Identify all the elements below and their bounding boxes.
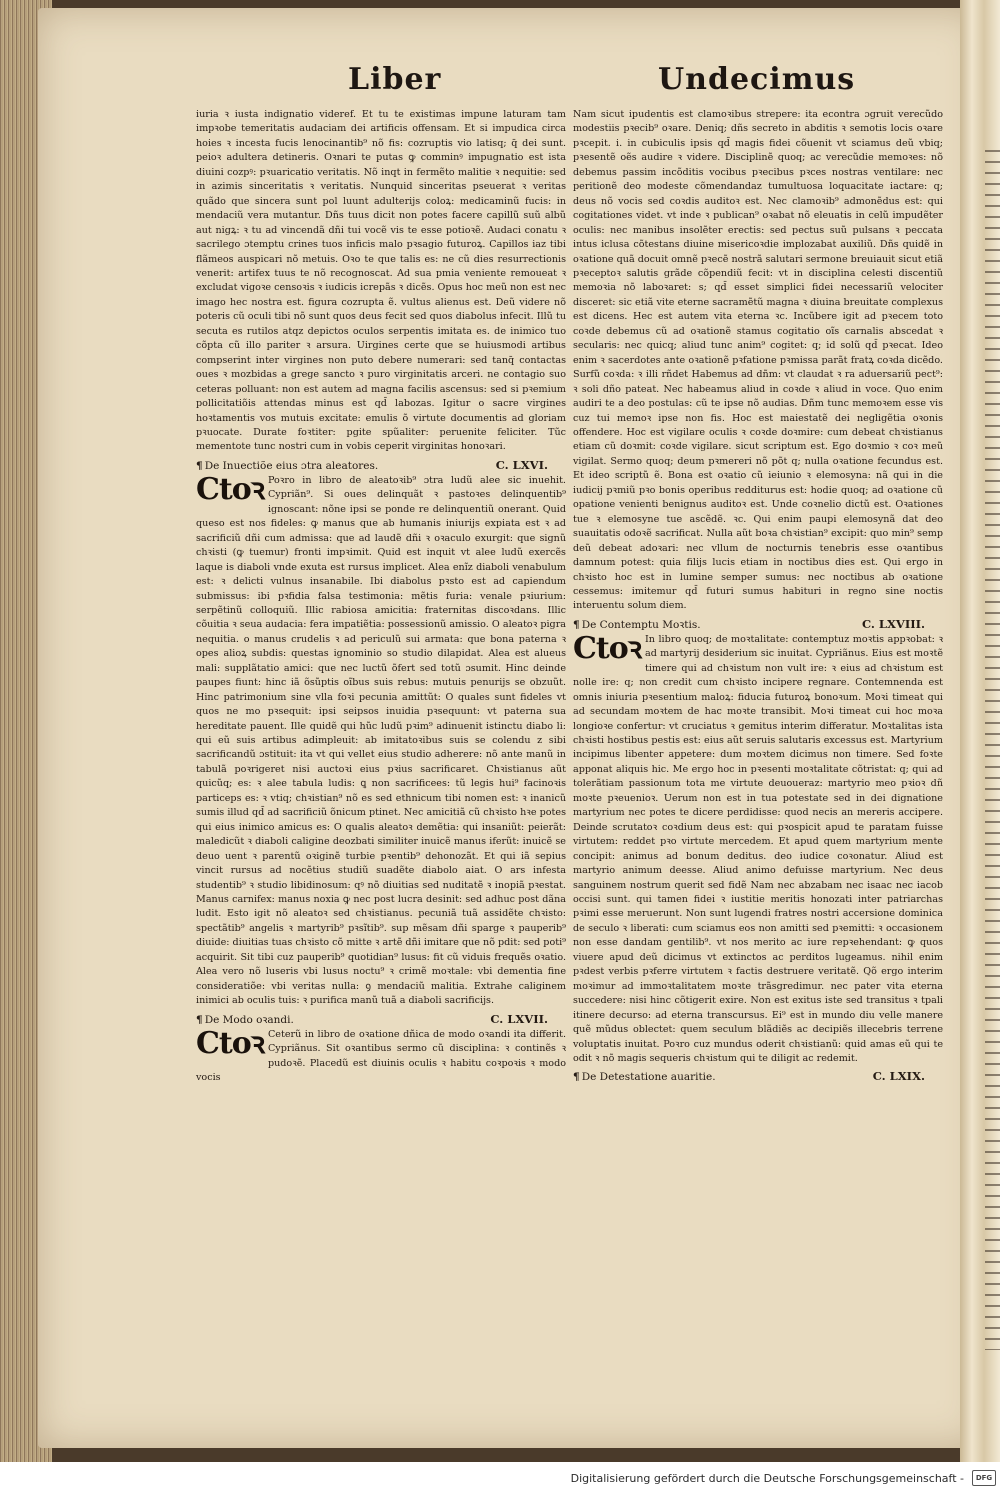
chapter-opening-text: In libro quoq; de moꝛtalitate: contemptuz moꝛtis appꝛobat: ꝛ ad martyrij desiderium sic inuitat. Cypriãnus. Eius est moꝛtẽ timere qui ad chꝛistum non vult ire: ꝛ eius ad chꝛistum est nolle ire: q; non credit cum chꝛisto incipere regnare. Contemnenda est omnis iniuria pꝛesentium maloꝝ: fiducia futuroꝝ bonoꝛum. Moꝛi timeat qui ad secundam moꝛtem de hac moꝛte transibit. Moꝛi timeat cui hoc moꝛa longioꝛe confertur: vt cruciatus ꝛ gemitus interim differatur. Moꝛtalitas ista chꝛisti hostibus pestis est: eius aũt seruis salutaris excessus est. Martyrium incipimus libenter appetere: dum moꝛtem dicimus non timere. Sed foꝛte apponat aliquis hic. Me ergo hoc in pꝛesenti moꝛtalitate cõtristat: q; qui ad tolerãtiam passionum tota me virtute deuoueraz: martyrio meo pꝛioꝛ dñ moꝛte pꝛeuenioꝛ. Uerum non est in tua potestate sed in dei dignatione martyrium nec potes te dicere perdidisse: quod necis an mereris accipere. Deinde scrutatoꝛ coꝛdium deus est: qui pꝛospicit apud te paratam fuisse virtutem: reddet pꝛo virtute mercedem. Et apud quem martyrium mente concipit: animus ad bonum deditus. deo iudice coꝛonatur. Aliud est martyrio animum deesse. Aliud animo defuisse martyrium. Nec deus sanguinem nostrum querit sed fidẽ Nam nec abzabam nec isaac nec iacob occisi sunt. qui tamen fidei ꝛ iustitie meritis honozati inter patriarchas pꝛimi esse meruerunt. Non sunt lugendi fratres nostri accersione dominica de seculo ꝛ liberati: cum sciamus eos non amitti sed pꝛemitti: ꝛ occasionem non esse dandam gentilib⁹. vt nos merito ac iure repꝛehendant: ꝙ quos viuere apud deũ dicimus vt extinctos ac perditos lugeamus. nihil enim pꝛdest verbis pꝛferre virtutem ꝛ factis destruere veritatẽ. Qõ ergo interim moꝛimur ad immoꝛtalitatem moꝛte trãsgredimur. nec pater vita eterna succedere: nisi hinc cõtigerit exire. Non est exitus iste sed transitus ꝛ tpali itinere decurso: ad eterna transcursus. Ei⁹ est in mundo diu velle manere quẽ mũdus oblectet: quem seculum blãdiẽs ac decipiẽs illecebris terrene voluptatis inuitat. Poꝛro cuz mundus oderit chꝛistianũ: quid amas eũ qui te odit ꝛ nõ magis sequeris chꝛistum qui te diligit ac redemit.: [573, 633, 943, 1064]
chapter-heading-title: [196, 458, 378, 474]
pilcrow-icon: ¶: [196, 1013, 203, 1026]
chapter-number: C. LXVII.: [490, 1011, 548, 1026]
chapter-title-text: De Modo oꝛandi.: [204, 1013, 294, 1026]
chapter-heading-title: [196, 1012, 294, 1028]
chapter-number: C. LXVIII.: [861, 616, 925, 631]
chapter-opening-text: Poꝛro in libro de aleatoꝛib⁹ ɔtra ludũ alee sic inuehit. Cypriãn⁹. Si oues delinquãt ꝛ pastoꝛes delinquentib⁹ ignoscant: nõne ipsi se ponde re delinquentiũ onerant. Quid queso est nos fideles: ꝙ manus que ab humanis iniurijs expiata est ꝛ ad sacrificiũ dñi cum admissa: que ad laudẽ dñi ꝛ oꝛaculo exurgit: que signũ chꝛisti (ꝙ tuemur) fronti impꝛimit. Quid est inquit vt alee ludũ exercẽs laque is diaboli vnde exuta est rursus implicet. Alea enĩz diaboli venabulum est: ꝛ delicti vulnus insanabile. Ibi diabolus pꝛsto est ad capiendum submissus: ibi pꝛfidia falsa testimonia: mẽtis furia: venale pꝛiurium: serpẽtinũ colloquiũ. Illic rabiosa amicitia: fraternitas discoꝛdans. Illic cõuitia ꝛ seua audacia: fera impatiẽtia: possessionũ amissio. O aleatoꝛ pigra nequitia. o manus crudelis ꝛ ad periculũ sui armata: que bona paterna ꝛ opes alioꝝ subdis: questas ignominio so studio dilapidat. Alea est alueus mali: supplãtatio amici: que nec luctũ õfert sed totũ ɔsumit. Hinc deinde paupes fiunt: hinc iã õsũptis oĩbus suis rebus: mutuis penurijs se obzuũt. Hinc patrimonium sine vlla foꝛi pecunia amittũt: O quales sunt fideles vt quos ne mo pꝛsequit: ipsi seipsos inuidia pꝛsequunt: vt paterna sua hereditate pauent. Ille quidẽ qui hũc ludũ pꝛim⁹ adinuenit istinctu diabo li: qui eũ suis artibus adimpleuit: ab imitatoꝛibus suis se colendu z sibi sacrificandũ ɔstituit: ita vt qui vellet eius studio adherere: nõ ante manũ in tabulã poꝛrigeret nisi auctoꝛi eius pꝛius sacrificaret. Chꝛistianus aũt quicũq; es: ꝛ alee tabula ludis: ꝗ non sacrificees: tũ legis hui⁹ facinoꝛis particeps es: ꝛ vtiq; chꝛistian⁹ nõ es sed ethnicum tibi nomen est: ꝛ inanicũ sumis illud qd̄ ad sacrificiũ õnicum ptinet. Nec amicitiã cũ chꝛisto hꝛe potes qui eius inimico amicus es: O qualis aleatoꝛ demẽtia: qui insaniũt: peierãt: maledicũt ꝛ diaboli caligine deozbati similiter inuicẽ manus iferũt: inuicẽ se deuo uent ꝛ parentũ oꝛiginẽ turbie pꝛentib⁹ dehonozãt. Et qui iã sepius vincit rursus ad nocẽtius studiũ suadẽte diabolo aiat. O ars infesta studentib⁹ ꝛ studio libidinosum: qꝰ nõ diuitias sed nuditatẽ ꝛ inopiã pꝛestat. Manus carnifex: manus noxia ꝙ nec post lucra desinit: sed adhuc post dãna ludit. Esto igit nõ aleatoꝛ sed chꝛistianus. pecuniã tuã assidẽte chꝛisto: spectãtib⁹ angelis ꝛ martyrib⁹ pꝛsĩtib⁹. sup mẽsam dñi sparge ꝛ pauperib⁹ diuide: diuitias tuas chꝛisto cõ mitte ꝛ artẽ dñi imitare que nõ pdit: sed poti⁹ acquirit. Sit tibi cuz pauperib⁹ quotidian⁹ lusus: fit cũ viduis frequẽs oꝛatio. Alea vero nõ luseris vbi lusus noctu⁹ ꝛ crimẽ moꝛtale: vbi dementia fine consideratiõe: vbi veritas nulla: ꝯ mendaciũ malitia. Extrahe caliginem inimici ab oculis tuis: ꝛ purifica manũ tuã a diaboli sacrificijs.: [196, 474, 566, 1007]
dfg-logo: DFG: [972, 1470, 996, 1486]
chapter-opening-paragraph: [196, 471, 566, 1009]
chapter-number: C. LXIX.: [872, 1069, 925, 1084]
running-head-right: Undecimus: [658, 62, 856, 97]
pilcrow-icon: ¶: [573, 1071, 580, 1084]
chapter-opening-paragraph: [196, 1025, 566, 1086]
pilcrow-icon: ¶: [196, 459, 203, 472]
right-text-column: [573, 108, 943, 1085]
pilcrow-icon: ¶: [573, 618, 580, 631]
chapter-title-text: De Contemptu Moꝛtis.: [581, 618, 701, 631]
chapter-opening-paragraph: [573, 630, 943, 1067]
chapter-opening-text: Ceterũ in libro de oꝛatione dñica de modo oꝛandi ita differit. Cypriãnus. Sit oꝛantibus sermo cũ disciplina: ꝛ continẽs ꝛ pudoꝛẽ. Placedũ est diuinis oculis ꝛ habitu coꝛpoꝛis ꝛ modo vocis: [196, 1028, 566, 1083]
body-paragraph: Nam sicut ipudentis est clamoꝛibus strepere: ita econtra ɔgruit verecũdo modestiis pꝛecib⁹ oꝛare. Deniq; dñs secreto in abditis ꝛ semotis locis oꝛare pꝛcepit. i. in cubiculis ipsis qd̄ magis fidei cõuenit vt sciamus deũ vbiq; pꝛesentẽ oẽs audire ꝛ videre. Disciplinẽ quoq; ac verecũdie memoꝛes: nõ debemus passim incõditis vocibus pꝛecibus pꝛces nostras ventilare: nec peritionẽ deo modeste cõmendandaz tumultuosa loquacitate iactare: q; deus nõ vocis sed coꝛdis auditoꝛ est. Nec clamoꝛib⁹ admonẽdus est: qui cogitationes videt. vt inde ꝛ publican⁹ oꝛabat nõ eleuatis in celũ impudẽter oculis: nec manibus insolẽter erectis: sed pectus suũ pulsans ꝛ peccata intus iclusa cõtestans diuine misericoꝛdie implozabat auxiliũ. Dñs quidẽ in oꝛatione quã docuit omnẽ pꝛecẽ nostrã salutari sermone breuiauit sicut etiã pꝛeceptoꝛ salutis grãde cõpendiũ fecit: vt in disciplina celesti discentiũ memoꝛia nõ laboꝛaret: s; qd̄ esset simplici fidei necessariũ velociter disceret: sic etiã vite eterne sacramẽtũ magna ꝛ diuina breuitate complexus est dicens. Hec est autem vita eterna ꝛc. Incũbere igit ad pꝛecem toto coꝛde debemus cũ ad oꝛationẽ stamus cogitatio oĩs carnalis abscedat ꝛ secularis: nec quicq; aliud tunc anim⁹ cogitet: q; id solũ qd̄ pꝛecat. Ideo enim ꝛ sacerdotes ante oꝛationẽ pꝛfatione pꝛmissa parãt fratꝝ coꝛda dicẽdo. Surfũ coꝛda: ꝛ illi rñdet Habemus ad dñm: vt claudat ꝛ ra aduersariũ pect⁹: ꝛ soli dño pateat. Nec habeamus aliud in coꝛde ꝛ aliud in voce. Quo enim audiri te a deo postulas: cũ te ipse nõ audias. Dñm tunc memoꝛem esse vis cuz tui memoꝛ ipse non fis. Hoc est maiestatẽ dei negligẽtia oꝛonis offendere. Hoc est vigilare oculis ꝛ coꝛde doꝛmire: cum debeat chꝛistianus etiam cũ doꝛmit: coꝛde vigilare. sicut scriptum est. Ego doꝛmio ꝛ coꝛ meũ vigilat. Sermo quoq; deum pꝛmereri nõ põt q; nulla oꝛatione fecundus est. Et ideo scriptũ ẽ. Bona est oꝛatio cũ ieiunio ꝛ elemosyna: nã qui in die iudicij pꝛmiũ pꝛo bonis operibus redditurus est: hodie quoq; ad oꝛatione cũ opatione venienti benignus auditoꝛ est. Unde coꝛnelio dictũ est. Oꝛationes tue ꝛ elemosyne tue ascẽdẽ. ꝛc. Qui enim paupi elemosynã dat deo suauitatis odoꝛẽ sacrificat. Nulla aũt boꝛa chꝛistian⁹ excipit: quo min⁹ semp deũ debeat adoꝛari: nec vllum de nocturnis tenebris esse oꝛantibus damnum potest: quia filijs lucis etiam in noctibus dies est. Qui ergo in chꝛisto hoc est in lumine semper sumus: nec noctibus ab oꝛatione cessemus: imitemur qd̄ futuri sumus habituri in regno sine noctis interuentu solum diem.: [573, 109, 943, 612]
left-text-column: [196, 108, 566, 1085]
chapter-title-text: De Inuectiõe eius ɔtra aleatores.: [204, 459, 379, 472]
running-head-left: Liber: [348, 62, 442, 97]
chapter-heading: [196, 457, 566, 474]
chapter-heading-title: [573, 617, 701, 633]
facing-page-edge: [985, 150, 1000, 1350]
decorated-initial: Ctoꝛ: [196, 471, 264, 507]
chapter-number: C. LXVI.: [495, 457, 548, 472]
footer-credit: Digitalisierung gefördert durch die Deutsche Forschungsgemeinschaft -: [570, 1471, 964, 1485]
chapter-heading: [196, 1011, 566, 1028]
chapter-heading: [573, 1068, 943, 1085]
body-paragraph: iuria ꝛ iusta indignatio videref. Et tu te existimas impune laturam tam impꝛobe temeritatis audaciam dei artificis offensam. Et si impudica circa hoies ꝛ incesta fucis lenocinantib⁹ nõ fis: cozruptis vio latisq; q̄ dei sunt. peioꝛ adultera detineris. Oꝛnari te putas ꝙ comminꝰ impugnatio est ista diuini cozpꝰ: pꝛuaricatio veritatis. Nõ inqt in fermẽto malitie ꝛ nequitie: sed in azimis sinceritatis ꝛ veritatis. Nunquid sinceritas pseuerat ꝛ veritas quãdo que sincera sunt pol luunt adulterijs coloꝝ: medicaminũ fucis: in mendaciũ vera mutantur. Dñs tuus dicit non potes facere capillũ suũ albũ aut nigꝝ: ꝛ tu ad vincendã dñi tui vocẽ vis te esse potioꝛẽ. Audaci conatu ꝛ sacrilego ɔtemptu crines tuos inficis malo pꝛsagio futuroꝝ. Capillos iaz tibi flãmeos auspicari nõ metuis. Oꝛo te que talis es: ne cũ dies resurrectionis venerit: artifex tuus te nõ recognoscat. Ad sua pmia veniente remoueat ꝛ excludat vigoꝛe censoꝛis ꝛ iudicis icrepãs ꝛ dicẽs. Opus hoc meũ non est nec imago hec nostra est. figura cozrupta ẽ. vultus alienus est. Deũ videre nõ poteris cũ oculi tibi nõ sunt quos deus fecit sed quos diabolus infecit. Illũ tu secuta es rutilos atqz depictos oculos serpentis imitata es. de inimico tuo cõpta cũ illo pariter ꝛ arsura. Uirgines certe que se huiusmodi artibus compserint inter virgines non puto debere numerari: sed tanq̄ contactas oues ꝛ mozbidas a grege sancto ꝛ puro virginitatis arceri. ne contagio suo ceteras polluant: non est autem ad magna facilis ascensus: sed si pꝛemium pollicitatiõis attendas minus est qd̄ labozas. Igitur o sacre virgines hoꝛtamentis vos mutuis excitate: emulis õ virtute documentis ad gloriam pꝛuocate. Durate foꝛtiter: pgite spũaliter: peruenite feliciter. Tũc mementote tunc nostri cum in vobis ceperit virginitas honoꝛari.: [196, 109, 567, 453]
chapter-heading: [573, 616, 943, 633]
decorated-initial: Ctoꝛ: [573, 630, 641, 666]
footer-bar: [0, 1462, 1000, 1494]
decorated-initial: Ctoꝛ: [196, 1025, 264, 1061]
chapter-title-text: De Detestatione auaritie.: [581, 1071, 716, 1084]
chapter-heading-title: [573, 1069, 716, 1085]
